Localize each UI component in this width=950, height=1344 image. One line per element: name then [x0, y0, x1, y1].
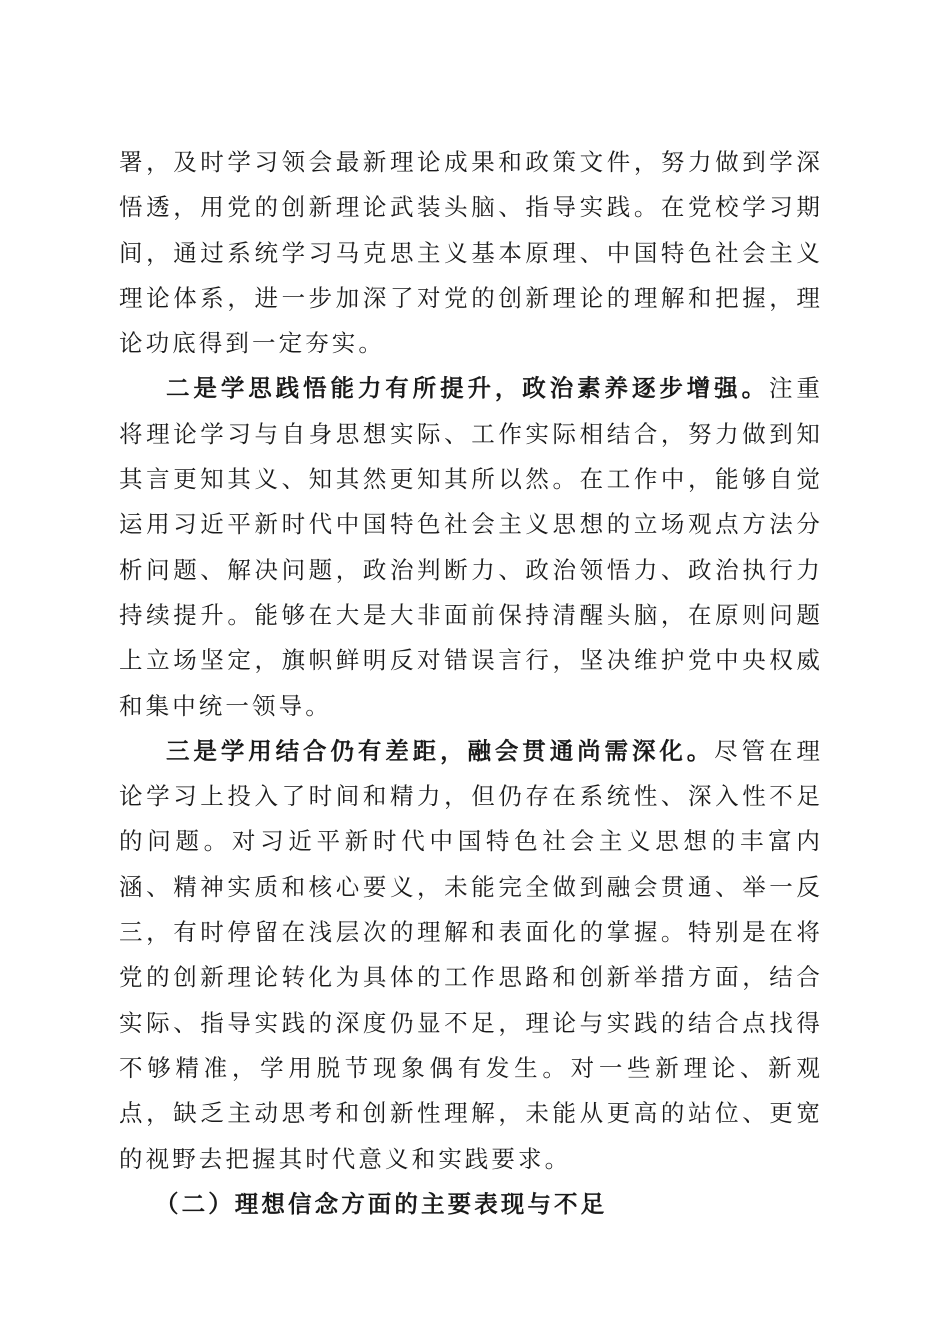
paragraph-3: [119, 729, 823, 1182]
paragraph-2-lead: 二是学思践悟能力有所提升，政治素养逐步增强。: [166, 374, 769, 403]
paragraph-2: [119, 366, 823, 728]
document-page: [119, 140, 823, 1227]
paragraph-1: [119, 140, 823, 366]
paragraph-3-body: 尽管在理论学习上投入了时间和精力，但仍存在系统性、深入性不足的问题。对习近平新时代中国特色社会主义思想的丰富内涵、精神实质和核心要义，未能完全做到融会贯通、举一反三，有时停留在浅层次的理解和表面化的掌握。特别是在将党的创新理论转化为具体的工作思路和创新举措方面，结合实际、指导实践的深度仍显不足，理论与实践的结合点找得不够精准，学用脱节现象偶有发生。对一些新理论、新观点，缺乏主动思考和创新性理解，未能从更高的站位、更宽的视野去把握其时代意义和实践要求。: [119, 736, 823, 1173]
paragraph-1-body: 署，及时学习领会最新理论成果和政策文件，努力做到学深悟透，用党的创新理论武装头脑、指导实践。在党校学习期间，通过系统学习马克思主义基本原理、中国特色社会主义理论体系，进一步加深了对党的创新理论的理解和把握，理论功底得到一定夯实。: [119, 148, 823, 358]
paragraph-2-body: 注重将理论学习与自身思想实际、工作实际相结合，努力做到知其言更知其义、知其然更知其所以然。在工作中，能够自觉运用习近平新时代中国特色社会主义思想的立场观点方法分析问题、解决问题，政治判断力、政治领悟力、政治执行力持续提升。能够在大是大非面前保持清醒头脑，在原则问题上立场坚定，旗帜鲜明反对错误言行，坚决维护党中央权威和集中统一领导。: [119, 374, 823, 720]
paragraph-3-lead: 三是学用结合仍有差距，融会贯通尚需深化。: [166, 736, 715, 765]
section-heading: （二）理想信念方面的主要表现与不足: [155, 1189, 608, 1218]
